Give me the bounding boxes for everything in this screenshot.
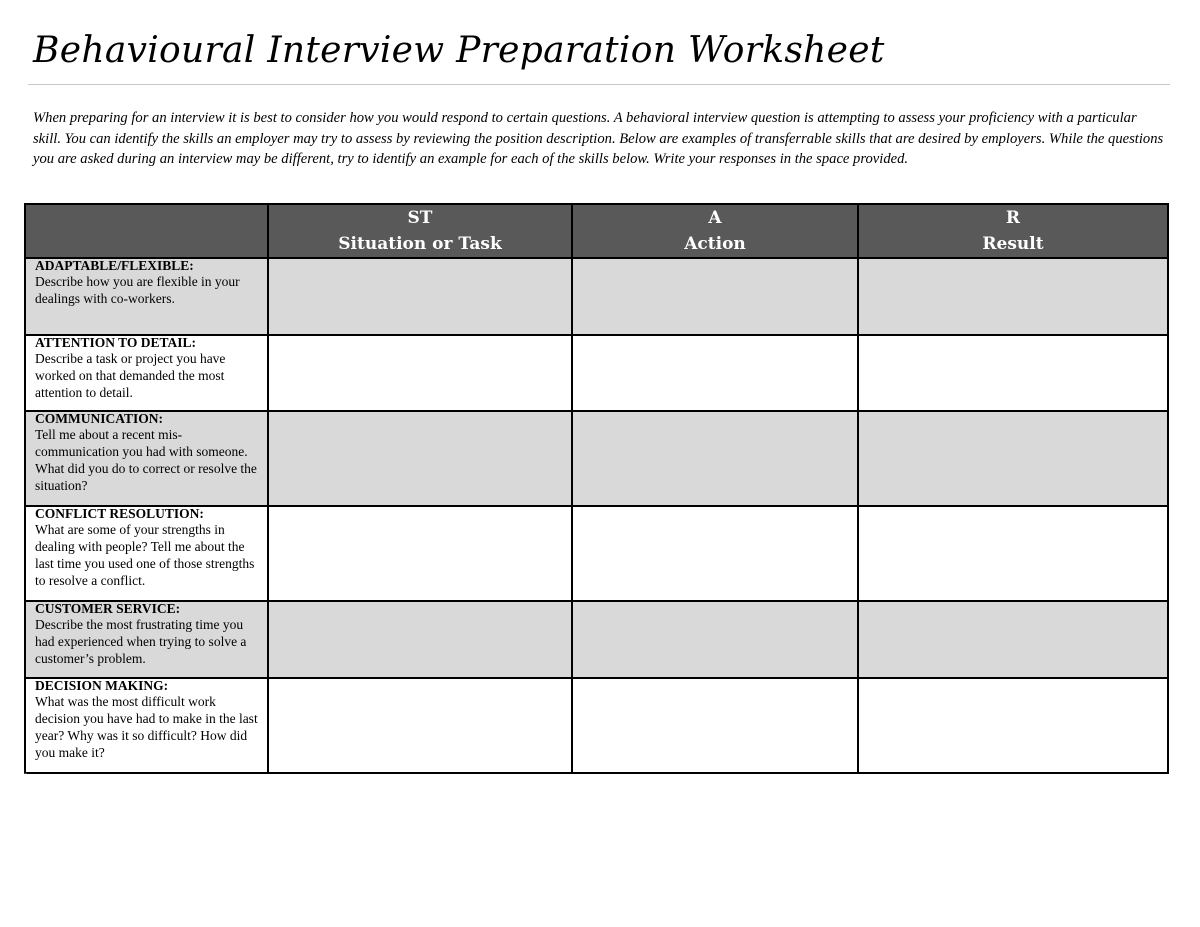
table-header-row — [25, 204, 1168, 258]
situation-response-cell[interactable] — [268, 335, 572, 411]
situation-response-cell[interactable] — [268, 506, 572, 601]
action-response-cell[interactable] — [572, 506, 858, 601]
header-skill-column — [25, 204, 268, 258]
skill-name: CUSTOMER SERVICE: — [35, 601, 181, 616]
skill-name: ADAPTABLE/FLEXIBLE: — [35, 258, 194, 273]
action-response-cell[interactable] — [572, 335, 858, 411]
skill-cell — [25, 601, 268, 678]
skill-name: DECISION MAKING: — [35, 678, 169, 693]
table-row — [25, 258, 1168, 335]
table-row — [25, 411, 1168, 506]
header-action — [572, 204, 858, 258]
table-row — [25, 601, 1168, 678]
situation-response-cell[interactable] — [268, 258, 572, 335]
star-worksheet-table — [24, 203, 1169, 774]
skill-question: Describe how you are flexible in your dealings with co-workers. — [35, 274, 240, 306]
header-code: A — [708, 208, 722, 228]
situation-response-cell[interactable] — [268, 411, 572, 506]
skill-cell — [25, 335, 268, 411]
result-response-cell[interactable] — [858, 601, 1168, 678]
table-row — [25, 506, 1168, 601]
title-divider — [28, 84, 1170, 85]
header-label: Action — [684, 234, 746, 254]
skill-cell — [25, 411, 268, 506]
page-title: Behavioural Interview Preparation Worksheet — [33, 30, 885, 71]
result-response-cell[interactable] — [858, 506, 1168, 601]
paragraph-mark — [24, 773, 27, 774]
result-response-cell[interactable] — [858, 258, 1168, 335]
intro-paragraph: When preparing for an interview it is best to consider how you would respond to certain questions. A behavioral interview question is attempting to assess your proficiency with a particular skill. You can identify the skills an employer may try to assess by reviewing the position description. Below are examples of transferrable skills that are desired by employers. While the questions you are asked during an interview may be different, try to identify an example for each of the skills below. Write your responses in the space provided. — [33, 110, 1164, 167]
skill-question: What was the most difficult work decision you have had to make in the last year? Why was it so difficult? How did you make it? — [35, 694, 258, 760]
table-row — [25, 678, 1168, 773]
result-response-cell[interactable] — [858, 411, 1168, 506]
action-response-cell[interactable] — [572, 411, 858, 506]
result-response-cell[interactable] — [858, 678, 1168, 773]
skill-question: Describe the most frustrating time you had experienced when trying to solve a customer’s problem. — [35, 617, 247, 666]
header-label: Situation or Task — [338, 234, 502, 254]
skill-question: What are some of your strengths in dealing with people? Tell me about the last time you used one of those strengths to resolve a conflict. — [35, 522, 255, 588]
table-row — [25, 335, 1168, 411]
skill-name: CONFLICT RESOLUTION: — [35, 506, 204, 521]
header-label: Result — [982, 234, 1044, 254]
header-situation-task — [268, 204, 572, 258]
action-response-cell[interactable] — [572, 678, 858, 773]
situation-response-cell[interactable] — [268, 678, 572, 773]
result-response-cell[interactable] — [858, 335, 1168, 411]
situation-response-cell[interactable] — [268, 601, 572, 678]
header-code: R — [1005, 208, 1021, 228]
header-result — [858, 204, 1168, 258]
skill-name: COMMUNICATION: — [35, 411, 163, 426]
action-response-cell[interactable] — [572, 258, 858, 335]
skill-cell — [25, 678, 268, 773]
skill-question: Describe a task or project you have worked on that demanded the most attention to detail. — [35, 351, 226, 400]
skill-question: Tell me about a recent mis-communication you had with someone. What did you do to correct or resolve the situation? — [35, 427, 257, 493]
header-code: ST — [407, 208, 433, 228]
action-response-cell[interactable] — [572, 601, 858, 678]
skill-cell — [25, 506, 268, 601]
skill-cell — [25, 258, 268, 335]
skill-name: ATTENTION TO DETAIL: — [35, 335, 197, 350]
